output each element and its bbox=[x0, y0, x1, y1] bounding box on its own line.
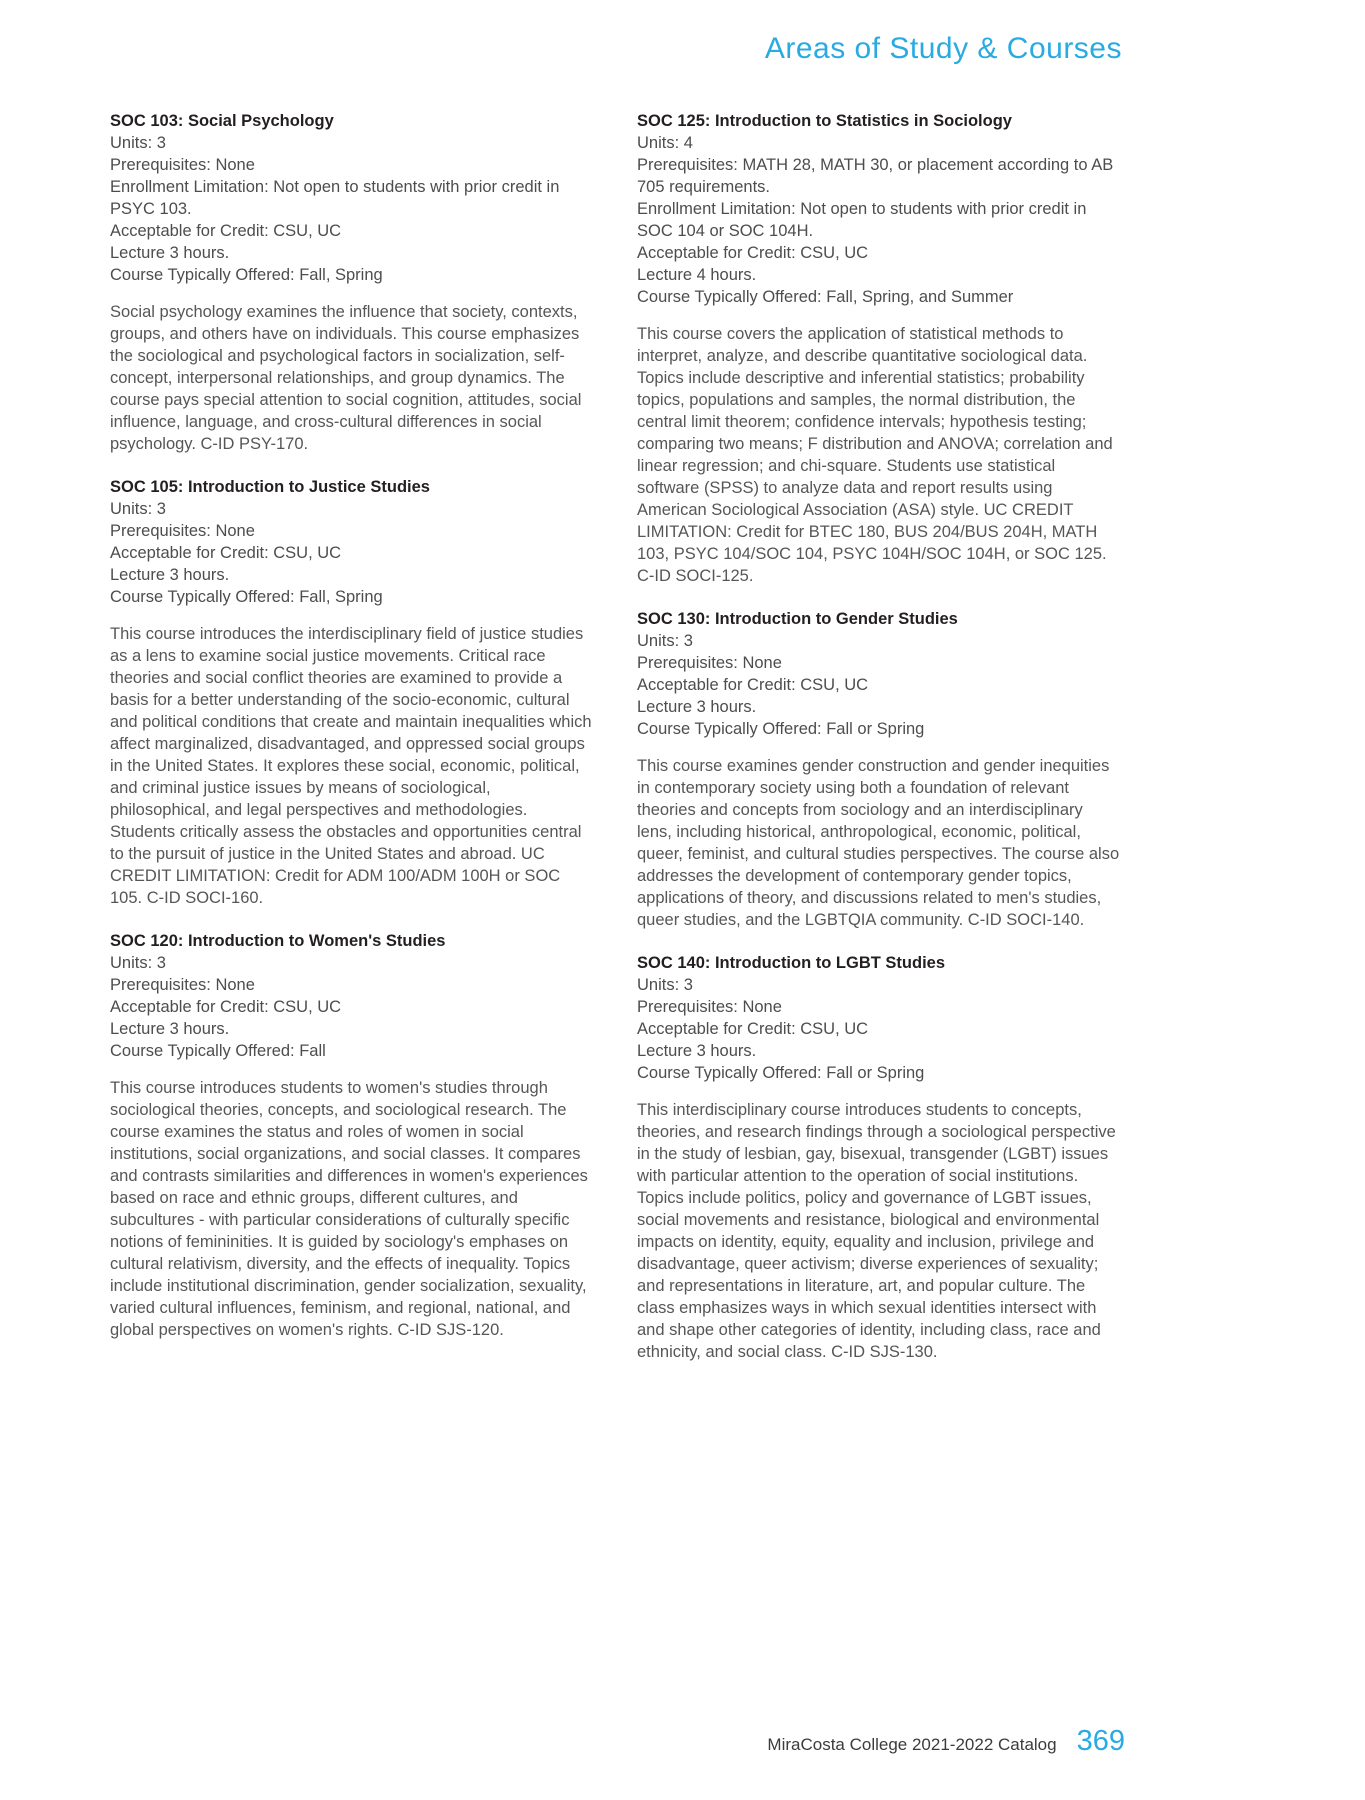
detail-typically-offered: Course Typically Offered: Fall, Spring bbox=[110, 266, 383, 284]
detail-prerequisites: Prerequisites: None bbox=[110, 522, 255, 540]
detail-typically-offered: Course Typically Offered: Fall, Spring bbox=[110, 588, 383, 606]
footer-catalog-text: MiraCosta College 2021-2022 Catalog bbox=[767, 1735, 1057, 1754]
course-description: This course covers the application of statistical methods to interpret, analyze, and describe quantitative sociological data. Topics include descriptive and inferential statistics; probability topics, populations and samples, the normal distribution, the central limit theorem; confidence intervals; hypothesis testing; comparing two means; F distribution and ANOVA; correlation and linear regression; and chi-square. Students use statistical software (SPSS) to analyze data and report results using American Sociological Association (ASA) style. UC CREDIT LIMITATION: Credit for BTEC 180, BUS 204/BUS 204H, MATH 103, PSYC 104/SOC 104, PSYC 104H/SOC 104H, or SOC 125. C-ID SOCI-125. bbox=[637, 325, 1113, 585]
course-title: SOC 103: Social Psychology bbox=[110, 112, 334, 130]
left-column bbox=[110, 110, 595, 1363]
course-details bbox=[110, 952, 595, 1062]
detail-lecture-hours: Lecture 3 hours. bbox=[637, 1042, 757, 1060]
detail-typically-offered: Course Typically Offered: Fall or Spring bbox=[637, 720, 925, 738]
course-columns bbox=[110, 110, 1122, 1363]
course-soc-130 bbox=[637, 608, 1122, 931]
course-details bbox=[110, 498, 595, 608]
detail-prerequisites: Prerequisites: None bbox=[637, 998, 782, 1016]
course-title: SOC 125: Introduction to Statistics in Sociology bbox=[637, 112, 1012, 130]
detail-lecture-hours: Lecture 3 hours. bbox=[110, 1020, 230, 1038]
detail-acceptable-credit: Acceptable for Credit: CSU, UC bbox=[110, 998, 342, 1016]
detail-acceptable-credit: Acceptable for Credit: CSU, UC bbox=[637, 244, 869, 262]
detail-units: Units: 4 bbox=[637, 134, 693, 152]
detail-typically-offered: Course Typically Offered: Fall bbox=[110, 1042, 326, 1060]
detail-enrollment-limitation: Enrollment Limitation: Not open to students with prior credit in PSYC 103. bbox=[110, 178, 560, 218]
course-description: This course introduces students to women's studies through sociological theories, concepts, and sociological research. The course examines the status and roles of women in social institutions, social organizations, and social classes. It compares and contrasts similarities and differences in women's experiences based on race and ethnic groups, different cultures, and subcultures - with particular considerations of culturally specific notions of femininities. It is guided by sociology's emphases on cultural relativism, diversity, and the effects of inequality. Topics include institutional discrimination, gender socialization, sexuality, varied cultural influences, feminism, and regional, national, and global perspectives on women's rights. C-ID SJS-120. bbox=[110, 1079, 588, 1339]
course-title: SOC 130: Introduction to Gender Studies bbox=[637, 610, 958, 628]
course-description: Social psychology examines the influence that society, contexts, groups, and others have on individuals. This course emphasizes the sociological and psychological factors in socialization, self-concept, interpersonal relationships, and group dynamics. The course pays special attention to social cognition, attitudes, social influence, language, and cross-cultural differences in social psychology. C-ID PSY-170. bbox=[110, 303, 582, 453]
course-details bbox=[110, 132, 595, 286]
course-soc-125 bbox=[637, 110, 1122, 587]
detail-units: Units: 3 bbox=[110, 954, 166, 972]
footer-page-number: 369 bbox=[1076, 1725, 1125, 1757]
detail-units: Units: 3 bbox=[637, 976, 693, 994]
course-description: This course introduces the interdisciplinary field of justice studies as a lens to examine social justice movements. Critical race theories and social conflict theories are examined to provide a basis for a better understanding of the socio-economic, cultural and political conditions that create and maintain inequalities which affect marginalized, disadvantaged, and oppressed social groups in the United States. It explores these social, economic, political, and criminal justice issues by means of sociological, philosophical, and legal perspectives and methodologies. Students critically assess the obstacles and opportunities central to the pursuit of justice in the United States and abroad. UC CREDIT LIMITATION: Credit for ADM 100/ADM 100H or SOC 105. C-ID SOCI-160. bbox=[110, 625, 592, 907]
detail-prerequisites: Prerequisites: None bbox=[110, 976, 255, 994]
detail-acceptable-credit: Acceptable for Credit: CSU, UC bbox=[110, 544, 342, 562]
detail-acceptable-credit: Acceptable for Credit: CSU, UC bbox=[637, 676, 869, 694]
detail-prerequisites: Prerequisites: None bbox=[110, 156, 255, 174]
course-description: This interdisciplinary course introduces students to concepts, theories, and research findings through a sociological perspective in the study of lesbian, gay, bisexual, transgender (LGBT) issues with particular attention to the operation of social institutions. Topics include politics, policy and governance of LGBT issues, social movements and resistance, biological and environmental impacts on identity, equity, equality and inclusion, privilege and disadvantage, queer activism; diverse experiences of sexuality; and representations in literature, art, and popular culture. The class emphasizes ways in which sexual identities intersect with and shape other categories of identity, including class, race and ethnicity, and social class. C-ID SJS-130. bbox=[637, 1101, 1116, 1361]
course-description: This course examines gender construction and gender inequities in contemporary society using both a foundation of relevant theories and concepts from sociology and an interdisciplinary lens, including historical, anthropological, economic, political, queer, feminist, and cultural studies perspectives. The course also addresses the development of contemporary gender topics, applications of theory, and discussions related to men's studies, queer studies, and the LGBTQIA community. C-ID SOCI-140. bbox=[637, 757, 1120, 929]
detail-lecture-hours: Lecture 3 hours. bbox=[637, 698, 757, 716]
course-details bbox=[637, 630, 1122, 740]
course-soc-140 bbox=[637, 952, 1122, 1363]
course-details bbox=[637, 132, 1122, 308]
detail-lecture-hours: Lecture 3 hours. bbox=[110, 244, 230, 262]
course-soc-105 bbox=[110, 476, 595, 909]
page-title: Areas of Study & Courses bbox=[764, 32, 1122, 65]
detail-units: Units: 3 bbox=[110, 500, 166, 518]
detail-acceptable-credit: Acceptable for Credit: CSU, UC bbox=[637, 1020, 869, 1038]
detail-acceptable-credit: Acceptable for Credit: CSU, UC bbox=[110, 222, 342, 240]
course-title: SOC 140: Introduction to LGBT Studies bbox=[637, 954, 946, 972]
page-footer bbox=[767, 1725, 1125, 1758]
course-details bbox=[637, 974, 1122, 1084]
right-column bbox=[637, 110, 1122, 1363]
detail-lecture-hours: Lecture 3 hours. bbox=[110, 566, 230, 584]
detail-units: Units: 3 bbox=[110, 134, 166, 152]
detail-typically-offered: Course Typically Offered: Fall or Spring bbox=[637, 1064, 925, 1082]
detail-units: Units: 3 bbox=[637, 632, 693, 650]
page-content bbox=[110, 0, 1122, 1363]
course-title: SOC 120: Introduction to Women's Studies bbox=[110, 932, 446, 950]
course-soc-120 bbox=[110, 930, 595, 1341]
detail-typically-offered: Course Typically Offered: Fall, Spring, and Summer bbox=[637, 288, 1014, 306]
course-title: SOC 105: Introduction to Justice Studies bbox=[110, 478, 430, 496]
course-soc-103 bbox=[110, 110, 595, 455]
detail-lecture-hours: Lecture 4 hours. bbox=[637, 266, 757, 284]
detail-enrollment-limitation: Enrollment Limitation: Not open to students with prior credit in SOC 104 or SOC 104H. bbox=[637, 200, 1087, 240]
detail-prerequisites: Prerequisites: MATH 28, MATH 30, or placement according to AB 705 requirements. bbox=[637, 156, 1114, 196]
detail-prerequisites: Prerequisites: None bbox=[637, 654, 782, 672]
